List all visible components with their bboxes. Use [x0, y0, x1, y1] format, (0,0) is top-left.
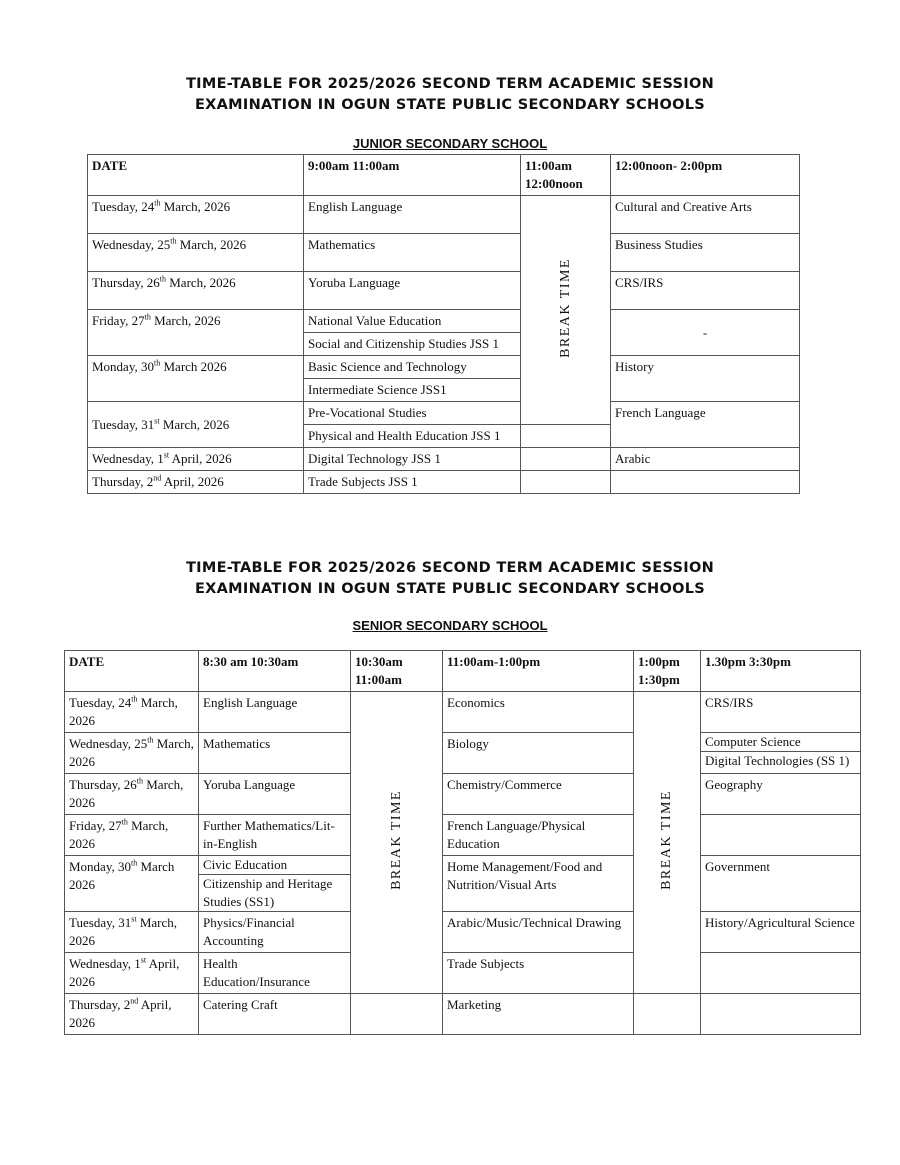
- subject-cell: Government: [701, 856, 861, 912]
- subject-cell: Geography: [701, 774, 861, 815]
- subject-cell: English Language: [304, 196, 521, 234]
- jss-title: [0, 74, 900, 116]
- subject-cell: Business Studies: [611, 234, 800, 272]
- subject-cell: Computer Science: [701, 733, 860, 752]
- break-time-cell: BREAK TIME: [521, 196, 611, 425]
- sss-timetable: [64, 650, 861, 1035]
- table-row: [88, 448, 800, 471]
- subject-cell: Further Mathematics/Lit-in-English: [199, 815, 351, 856]
- subject-cell: Pre-Vocational Studies: [304, 402, 521, 425]
- date-cell: Wednesday, 1st April, 2026: [88, 448, 304, 471]
- subject-cell: Digital Technologies (SS 1): [705, 753, 850, 768]
- header-slot-1: 9:00am 11:00am: [304, 155, 521, 196]
- empty-cell: [701, 815, 861, 856]
- subject-cell-split: [199, 856, 351, 912]
- subject-cell: -: [611, 310, 800, 356]
- subject-cell: Intermediate Science JSS1: [304, 379, 521, 402]
- subject-cell: Chemistry/Commerce: [443, 774, 634, 815]
- subject-cell: History/Agricultural Science: [701, 912, 861, 953]
- date-cell: Friday, 27th March, 2026: [65, 815, 199, 856]
- date-cell: Wednesday, 25th March, 2026: [88, 234, 304, 272]
- date-cell: Thursday, 26th March, 2026: [88, 272, 304, 310]
- subject-cell: Arabic/Music/Technical Drawing: [443, 912, 634, 953]
- jss-timetable: [87, 154, 800, 494]
- date-cell: Monday, 30th March 2026: [88, 356, 304, 402]
- table-header-row: [88, 155, 800, 196]
- sss-label: SENIOR SECONDARY SCHOOL: [352, 618, 548, 633]
- header-slot-5: 1.30pm 3:30pm: [701, 651, 861, 692]
- subject-cell: Catering Craft: [199, 994, 351, 1035]
- empty-cell: [351, 994, 443, 1035]
- table-header-row: [65, 651, 861, 692]
- jss-label: JUNIOR SECONDARY SCHOOL: [352, 136, 548, 151]
- title-line-2: EXAMINATION IN OGUN STATE PUBLIC SECONDARY SCHOOLS: [194, 97, 706, 113]
- subject-cell: Yoruba Language: [304, 272, 521, 310]
- header-date: DATE: [65, 651, 199, 692]
- subject-cell: Arabic: [611, 448, 800, 471]
- subject-cell-split: [701, 733, 861, 774]
- table-row: [88, 196, 800, 234]
- date-cell: Friday, 27th March, 2026: [88, 310, 304, 356]
- subject-cell: Trade Subjects JSS 1: [304, 471, 521, 494]
- subject-cell: Biology: [443, 733, 634, 774]
- date-cell: Tuesday, 24th March, 2026: [88, 196, 304, 234]
- subject-cell: Physical and Health Education JSS 1: [304, 425, 521, 448]
- table-row: [88, 234, 800, 272]
- date-cell: Thursday, 26th March, 2026: [65, 774, 199, 815]
- subject-cell: National Value Education: [304, 310, 521, 333]
- table-row: [88, 471, 800, 494]
- subject-cell: Social and Citizenship Studies JSS 1: [304, 333, 521, 356]
- table-row: [65, 733, 861, 774]
- subject-cell: English Language: [199, 692, 351, 733]
- table-row: [65, 692, 861, 733]
- subject-cell: Yoruba Language: [199, 774, 351, 815]
- title-line-1: TIME-TABLE FOR 2025/2026 SECOND TERM ACADEMIC SESSION: [185, 76, 715, 92]
- date-cell: Tuesday, 31st March, 2026: [65, 912, 199, 953]
- header-slot-1: 8:30 am 10:30am: [199, 651, 351, 692]
- header-slot-3: 12:00noon- 2:00pm: [611, 155, 800, 196]
- subject-cell: Economics: [443, 692, 634, 733]
- subject-cell: Health Education/Insurance: [199, 953, 351, 994]
- date-cell: Thursday, 2nd April, 2026: [65, 994, 199, 1035]
- subject-cell: Civic Education: [199, 856, 350, 875]
- table-row: [65, 912, 861, 953]
- table-row: [88, 402, 800, 425]
- title-line-2: EXAMINATION IN OGUN STATE PUBLIC SECONDARY SCHOOLS: [194, 581, 706, 597]
- title-line-1: TIME-TABLE FOR 2025/2026 SECOND TERM ACADEMIC SESSION: [185, 560, 715, 576]
- subject-cell: Marketing: [443, 994, 634, 1035]
- subject-cell: French Language: [611, 402, 800, 448]
- table-row: [88, 272, 800, 310]
- break-time-cell: BREAK TIME: [351, 692, 443, 994]
- header-slot-3: 11:00am-1:00pm: [443, 651, 634, 692]
- header-date: DATE: [88, 155, 304, 196]
- subject-cell: CRS/IRS: [701, 692, 861, 733]
- table-row: [65, 953, 861, 994]
- empty-cell: [521, 471, 611, 494]
- table-row: [65, 994, 861, 1035]
- break-time-cell: BREAK TIME: [634, 692, 701, 994]
- table-row: [65, 815, 861, 856]
- subject-cell: Citizenship and Heritage Studies (SS1): [203, 876, 333, 909]
- subject-cell: Home Management/Food and Nutrition/Visual Arts: [443, 856, 634, 912]
- subject-cell: Basic Science and Technology: [304, 356, 521, 379]
- empty-cell: [521, 448, 611, 471]
- subject-cell: Trade Subjects: [443, 953, 634, 994]
- subject-cell: History: [611, 356, 800, 402]
- table-row: [65, 856, 861, 912]
- sss-title: [0, 558, 900, 600]
- date-cell: Thursday, 2nd April, 2026: [88, 471, 304, 494]
- date-cell: Tuesday, 24th March, 2026: [65, 692, 199, 733]
- table-row: [88, 310, 800, 333]
- subject-cell: Physics/Financial Accounting: [199, 912, 351, 953]
- empty-cell: [701, 994, 861, 1035]
- subject-cell: Mathematics: [199, 733, 351, 774]
- subject-cell: Mathematics: [304, 234, 521, 272]
- subject-cell: Cultural and Creative Arts: [611, 196, 800, 234]
- header-slot-2: 11:00am 12:00noon: [521, 155, 611, 196]
- date-cell: Monday, 30th March 2026: [65, 856, 199, 912]
- subject-cell: Digital Technology JSS 1: [304, 448, 521, 471]
- header-slot-4: 1:00pm 1:30pm: [634, 651, 701, 692]
- empty-cell: [634, 994, 701, 1035]
- table-row: [65, 774, 861, 815]
- date-cell: Wednesday, 1st April, 2026: [65, 953, 199, 994]
- empty-cell: [701, 953, 861, 994]
- subject-cell: French Language/Physical Education: [443, 815, 634, 856]
- date-cell: Wednesday, 25th March, 2026: [65, 733, 199, 774]
- header-slot-2: 10:30am 11:00am: [351, 651, 443, 692]
- subject-cell: CRS/IRS: [611, 272, 800, 310]
- date-cell: Tuesday, 31st March, 2026: [88, 402, 304, 448]
- empty-cell: [611, 471, 800, 494]
- table-row: [88, 356, 800, 379]
